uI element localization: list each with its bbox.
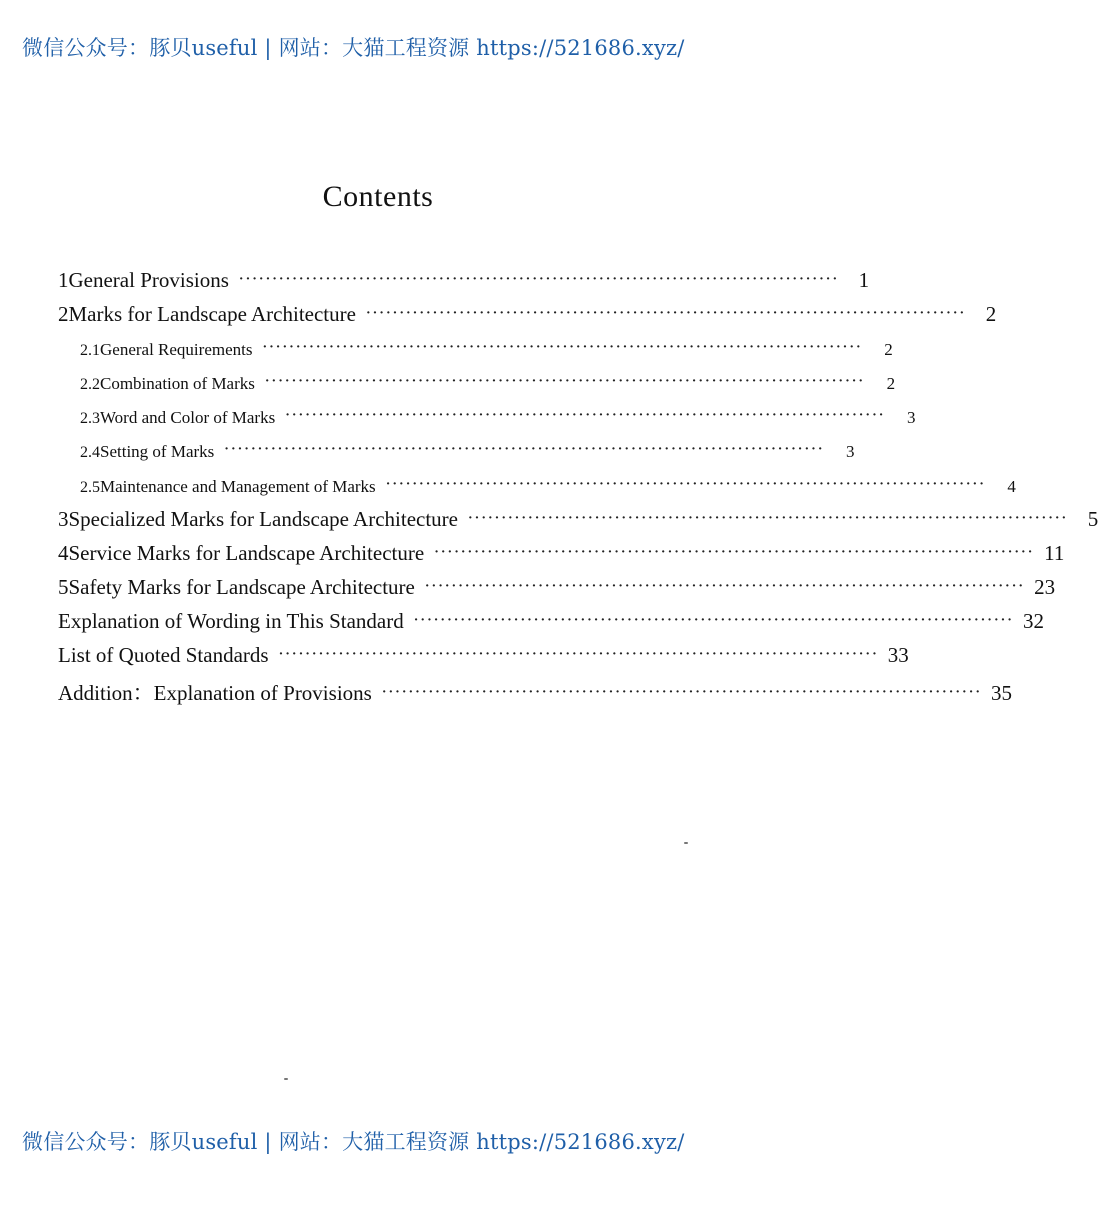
toc-entry-combination-of-marks[interactable] bbox=[80, 374, 896, 394]
toc-entry-number: 2 bbox=[58, 302, 69, 326]
toc-entry-page: 2 bbox=[985, 302, 997, 326]
toc-entry-page: 23 bbox=[1034, 575, 1056, 599]
dot-leader: ·························································································· bbox=[278, 647, 879, 662]
toc-entry-maintenance-and-management[interactable] bbox=[80, 477, 1016, 497]
toc-entry-explanation-of-wording[interactable] bbox=[58, 609, 1044, 634]
toc-entry-setting-of-marks[interactable] bbox=[80, 442, 855, 462]
toc-entry-list-of-quoted-standards[interactable] bbox=[58, 643, 909, 668]
toc-entry-page: 1 bbox=[858, 268, 870, 292]
toc-entry-number: 4 bbox=[58, 541, 69, 565]
dot-leader: ·························································································· bbox=[413, 613, 1014, 628]
toc-entry-safety-marks[interactable] bbox=[58, 575, 1056, 600]
toc-entry-general-provisions[interactable] bbox=[58, 268, 870, 293]
toc-entry-label: Maintenance and Management of Marks bbox=[100, 477, 376, 496]
toc-entry-label: Marks for Landscape Architecture bbox=[68, 302, 356, 326]
dot-leader: ·························································································· bbox=[385, 477, 986, 492]
dot-leader: ·························································································· bbox=[434, 545, 1035, 560]
toc-entry-word-and-color-of-marks[interactable] bbox=[80, 408, 916, 428]
toc-entry-addition-explanation[interactable] bbox=[58, 677, 1013, 707]
toc-entry-number: 2.5 bbox=[80, 479, 100, 496]
toc-entry-label: Setting of Marks bbox=[100, 442, 215, 461]
toc-entry-number: 1 bbox=[58, 268, 69, 292]
toc-entry-number: 2.2 bbox=[80, 376, 100, 393]
toc-entry-label: Combination of Marks bbox=[100, 374, 255, 393]
toc-entry-page: 11 bbox=[1044, 541, 1065, 565]
toc-entry-label: Addition：Explanation of Provisions bbox=[58, 681, 372, 705]
watermark-bottom: 微信公众号：豚贝useful | 网站：大猫工程资源 https://521686.xyz/ bbox=[22, 1130, 685, 1154]
toc-entry-number: 2.4 bbox=[80, 444, 100, 461]
dot-leader: ·························································································· bbox=[365, 306, 967, 321]
toc-entry-page: 2 bbox=[886, 374, 896, 393]
toc-entry-label: General Requirements bbox=[100, 340, 253, 359]
toc-entry-label: Safety Marks for Landscape Architecture bbox=[68, 575, 415, 599]
dot-leader: ·························································································· bbox=[285, 408, 886, 423]
page-title: Contents bbox=[322, 180, 434, 213]
toc-entry-number: 2.3 bbox=[80, 410, 100, 427]
dot-leader: ·························································································· bbox=[381, 685, 983, 700]
toc-entry-label: Service Marks for Landscape Architecture bbox=[68, 541, 425, 565]
toc-entry-number: 3 bbox=[58, 507, 69, 531]
toc-entry-label: Specialized Marks for Landscape Architecture bbox=[68, 507, 458, 531]
scan-speck bbox=[284, 1078, 288, 1080]
toc-entry-label: General Provisions bbox=[68, 268, 229, 292]
toc-entry-label: List of Quoted Standards bbox=[58, 643, 269, 667]
toc-entry-page: 35 bbox=[991, 681, 1013, 705]
scan-speck bbox=[684, 842, 688, 844]
dot-leader: ·························································································· bbox=[238, 272, 840, 287]
toc-entry-page: 33 bbox=[887, 643, 909, 667]
dot-leader: ·························································································· bbox=[424, 579, 1026, 594]
dot-leader: ·························································································· bbox=[468, 511, 1069, 526]
toc-entry-general-requirements[interactable] bbox=[80, 340, 893, 360]
toc-entry-page: 5 bbox=[1087, 507, 1098, 531]
toc-entry-marks-for-landscape-architecture[interactable] bbox=[58, 302, 997, 327]
toc-entry-specialized-marks[interactable] bbox=[58, 507, 1098, 532]
toc-entry-number: 2.1 bbox=[80, 342, 100, 359]
dot-leader: ·························································································· bbox=[262, 340, 863, 355]
dot-leader: ·························································································· bbox=[264, 374, 866, 389]
toc-entry-page: 2 bbox=[884, 340, 893, 359]
toc-entry-page: 4 bbox=[1007, 477, 1016, 496]
toc-entry-label: Explanation of Wording in This Standard bbox=[58, 609, 404, 633]
toc-entry-page: 3 bbox=[846, 442, 855, 461]
toc-entry-service-marks[interactable] bbox=[58, 541, 1065, 566]
toc-entry-number: 5 bbox=[58, 575, 69, 599]
toc-entry-page: 32 bbox=[1022, 609, 1044, 633]
dot-leader: ·························································································· bbox=[224, 442, 825, 457]
toc-entry-label: Word and Color of Marks bbox=[100, 408, 276, 427]
watermark-top: 微信公众号：豚贝useful | 网站：大猫工程资源 https://521686.xyz/ bbox=[22, 36, 685, 60]
toc-entry-page: 3 bbox=[906, 408, 916, 427]
